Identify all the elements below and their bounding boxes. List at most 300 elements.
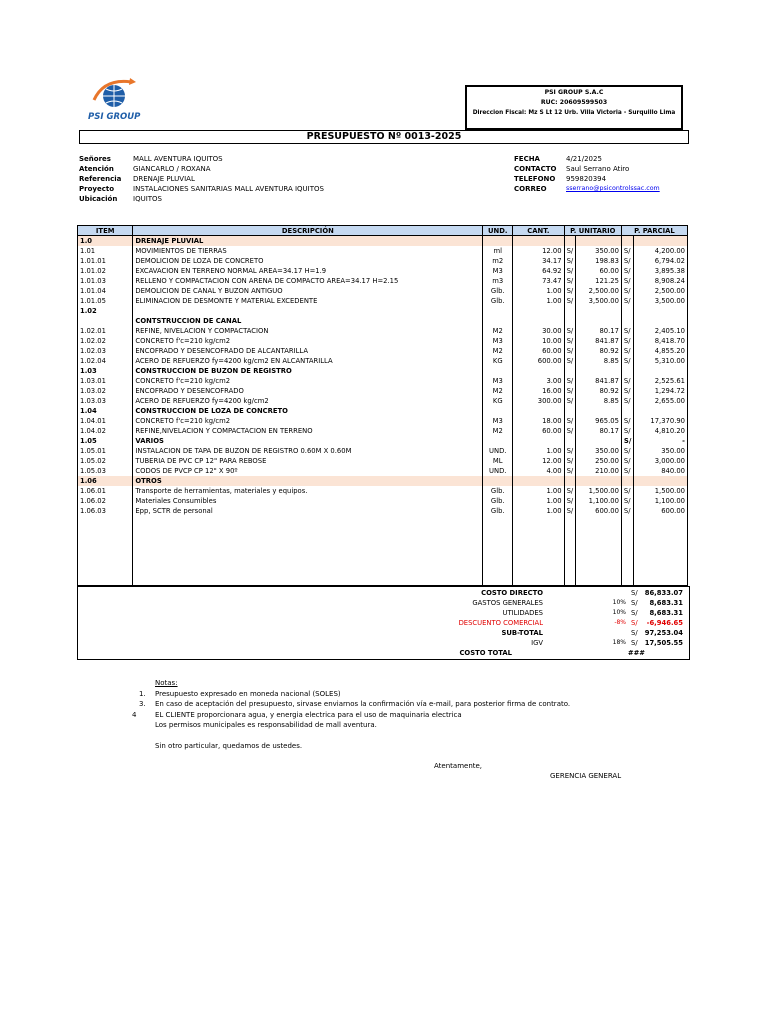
row-quantity: 1.00 [513, 506, 564, 516]
gastos-value: 8,683.31 [649, 599, 683, 607]
row-quantity [513, 406, 564, 416]
table-row [78, 416, 688, 426]
col-cant: CANT. [513, 226, 564, 236]
row-unit-price: 350.00 [576, 246, 622, 256]
table-row [78, 286, 688, 296]
row-unit-price: 8.85 [576, 356, 622, 366]
table-row [78, 396, 688, 406]
row-currency: S/ [621, 386, 633, 396]
closing-text: Sin otro particular, quedamos de ustedes. [155, 742, 303, 750]
table-row [78, 456, 688, 466]
table-row [78, 496, 688, 506]
row-unit: KG [483, 356, 513, 366]
row-partial-price: 2,500.00 [634, 286, 688, 296]
row-currency: S/ [564, 376, 576, 386]
row-item: 1.05 [78, 436, 133, 446]
row-quantity: 10.00 [513, 336, 564, 346]
row-item: 1.03.03 [78, 396, 133, 406]
row-currency: S/ [564, 496, 576, 506]
row-currency [564, 366, 576, 376]
table-row [78, 466, 688, 476]
telefono-label: TELEFONO [514, 175, 556, 183]
row-unit-price: 1,100.00 [576, 496, 622, 506]
igv-label: IGV [531, 639, 543, 647]
igv-pct: 18% [612, 639, 626, 646]
row-currency: S/ [564, 336, 576, 346]
row-partial-price: 4,855.20 [634, 346, 688, 356]
row-unit-price [576, 406, 622, 416]
row-quantity: 60.00 [513, 426, 564, 436]
row-currency [564, 476, 576, 486]
row-item: 1.02.03 [78, 346, 133, 356]
row-currency: S/ [564, 346, 576, 356]
row-unit: ml [483, 246, 513, 256]
company-logo [86, 74, 146, 124]
row-unit [483, 476, 513, 486]
currency: S/ [631, 609, 638, 617]
row-quantity: 60.00 [513, 346, 564, 356]
row-item: 1.02.01 [78, 326, 133, 336]
contacto-value: Saul Serrano Atiro [566, 165, 630, 173]
row-item: 1.02.04 [78, 356, 133, 366]
row-currency: S/ [621, 396, 633, 406]
row-description: CODOS DE PVCP CP 12" X 90º [133, 466, 483, 476]
row-description: REFINE, NIVELACION Y COMPACTACION [133, 326, 483, 336]
row-unit: M2 [483, 426, 513, 436]
row-currency: S/ [564, 416, 576, 426]
row-unit-price: 198.83 [576, 256, 622, 266]
row-currency: S/ [564, 246, 576, 256]
igv-value: 17,505.55 [644, 639, 683, 647]
row-quantity: 1.00 [513, 496, 564, 506]
atentamente-text: Atentamente, [434, 762, 483, 770]
row-quantity: 1.00 [513, 286, 564, 296]
row-currency: S/ [564, 266, 576, 276]
signature-text: GERENCIA GENERAL [550, 772, 622, 780]
table-row [78, 246, 688, 256]
row-currency: S/ [564, 386, 576, 396]
row-unit: UND. [483, 466, 513, 476]
row-currency: S/ [564, 326, 576, 336]
table-row [78, 296, 688, 306]
row-unit: M2 [483, 326, 513, 336]
row-item: 1.06.02 [78, 496, 133, 506]
contacto-label: CONTACTO [514, 165, 557, 173]
gastos-label: GASTOS GENERALES [472, 599, 543, 607]
row-description: ACERO DE REFUERZO fy=4200 kg/cm2 [133, 396, 483, 406]
row-currency: S/ [621, 296, 633, 306]
row-currency [564, 406, 576, 416]
row-item: 1.01 [78, 246, 133, 256]
row-unit: Glb. [483, 296, 513, 306]
table-row [78, 376, 688, 386]
row-unit-price: 8.85 [576, 396, 622, 406]
correo-label: CORREO [514, 185, 547, 193]
utilidades-pct: 10% [612, 609, 626, 616]
row-description: ELIMINACION DE DESMONTE Y MATERIAL EXCEDENTE [133, 296, 483, 306]
descuento-row [78, 618, 689, 628]
row-description: CONSTRUCCION DE BUZON DE REGISTRO [133, 366, 483, 376]
row-currency: S/ [564, 296, 576, 306]
row-description: DRENAJE PLUVIAL [133, 236, 483, 247]
row-currency: S/ [564, 426, 576, 436]
table-row [78, 326, 688, 336]
table-row [78, 346, 688, 356]
row-partial-price: 3,000.00 [634, 456, 688, 466]
row-partial-price: 6,794.02 [634, 256, 688, 266]
row-partial-price: 350.00 [634, 446, 688, 456]
row-currency [564, 316, 576, 326]
note-3: En caso de aceptación del presupuesto, sirvase enviarnos la confirmación vía e-mail, para posterior firma de contrato. [155, 700, 571, 708]
senores-label: Señores [79, 155, 111, 163]
gastos-row [78, 598, 689, 608]
row-unit [483, 406, 513, 416]
row-currency: S/ [564, 456, 576, 466]
row-description: INSTALACION DE TAPA DE BUZON DE REGISTRO 0.60M X 0.60M [133, 446, 483, 456]
row-item: 1.0 [78, 236, 133, 247]
row-partial-price: 17,370.90 [634, 416, 688, 426]
row-quantity: 4.00 [513, 466, 564, 476]
table-row [78, 356, 688, 366]
row-currency [564, 436, 576, 446]
row-currency: S/ [564, 286, 576, 296]
descuento-label: DESCUENTO COMERCIAL [458, 619, 543, 627]
row-unit [483, 366, 513, 376]
row-unit-price [576, 316, 622, 326]
subtotal-value: 97,253.04 [644, 629, 683, 637]
row-currency [621, 366, 633, 376]
row-currency [564, 306, 576, 316]
row-description: MOVIMIENTOS DE TIERRAS [133, 246, 483, 256]
note-1: Presupuesto expresado en moneda nacional (SOLES) [155, 690, 341, 698]
totals-box [77, 586, 690, 660]
row-currency: S/ [564, 466, 576, 476]
row-item: 1.06 [78, 476, 133, 486]
budget-table [77, 225, 688, 586]
descuento-pct: -8% [614, 619, 626, 626]
row-partial-price [634, 236, 688, 247]
row-item: 1.01.05 [78, 296, 133, 306]
row-unit-price: 841.87 [576, 336, 622, 346]
row-partial-price [634, 306, 688, 316]
logo-text: PSI GROUP [88, 112, 141, 122]
row-unit: M3 [483, 376, 513, 386]
proyecto-label: Proyecto [79, 185, 115, 193]
row-unit: m3 [483, 276, 513, 286]
row-unit-price: 80.17 [576, 426, 622, 436]
empty-cell [621, 516, 633, 586]
row-quantity: 73.47 [513, 276, 564, 286]
row-description: Epp, SCTR de personal [133, 506, 483, 516]
section-row [78, 366, 688, 376]
subtotal-row [78, 628, 689, 638]
row-description: Materiales Consumibles [133, 496, 483, 506]
row-partial-price [634, 476, 688, 486]
utilidades-row [78, 608, 689, 618]
costo-directo-label: COSTO DIRECTO [481, 589, 543, 597]
row-description: Transporte de herramientas, materiales y equipos. [133, 486, 483, 496]
table-row [78, 266, 688, 276]
col-p-parcial: P. PARCIAL [621, 226, 687, 236]
row-quantity [513, 366, 564, 376]
row-item: 1.01.02 [78, 266, 133, 276]
empty-cell [133, 516, 483, 586]
ubicacion-label: Ubicación [79, 195, 118, 203]
table-body [78, 236, 688, 586]
row-unit-price: 80.92 [576, 386, 622, 396]
company-info-box [465, 85, 683, 130]
row-partial-price: 600.00 [634, 506, 688, 516]
row-currency: S/ [621, 436, 633, 446]
row-partial-price: 5,310.00 [634, 356, 688, 366]
empty-cell [78, 516, 133, 586]
fecha-value: 4/21/2025 [566, 155, 602, 163]
row-unit-price: 841.87 [576, 376, 622, 386]
row-unit-price [576, 366, 622, 376]
row-currency: S/ [621, 486, 633, 496]
correo-link[interactable]: sserrano@psicontrolssac.com [566, 185, 660, 192]
row-quantity: 34.17 [513, 256, 564, 266]
ubicacion-value: IQUITOS [133, 195, 162, 203]
row-quantity: 1.00 [513, 486, 564, 496]
row-quantity: 300.00 [513, 396, 564, 406]
row-description: TUBERIA DE PVC CP 12" PARA REBOSE [133, 456, 483, 466]
note-number: 4 [132, 711, 137, 719]
row-item: 1.04.02 [78, 426, 133, 436]
row-description: EXCAVACION EN TERRENO NORMAL AREA=34.17 H=1.9 [133, 266, 483, 276]
row-currency: S/ [621, 346, 633, 356]
row-quantity: 1.00 [513, 446, 564, 456]
empty-cell [513, 516, 564, 586]
total-value: ### [627, 649, 645, 657]
total-row [78, 648, 689, 658]
row-unit-price [576, 476, 622, 486]
row-partial-price [634, 366, 688, 376]
row-currency: S/ [621, 466, 633, 476]
row-item: 1.01.04 [78, 286, 133, 296]
row-item: 1.03.02 [78, 386, 133, 396]
empty-cell [483, 516, 513, 586]
costo-directo-row [78, 588, 689, 598]
row-partial-price: 2,525.61 [634, 376, 688, 386]
row-quantity: 3.00 [513, 376, 564, 386]
row-description: CONCRETO f'c=210 kg/cm2 [133, 376, 483, 386]
row-quantity: 600.00 [513, 356, 564, 366]
section-row [78, 306, 688, 316]
col-descripcion: DESCRIPCIÓN [133, 226, 483, 236]
atencion-label: Atención [79, 165, 114, 173]
row-unit-price [576, 436, 622, 446]
row-currency: S/ [621, 256, 633, 266]
row-description [133, 306, 483, 316]
row-item: 1.05.01 [78, 446, 133, 456]
note-5: Los permisos municipales es responsabilidad de mall aventura. [155, 721, 377, 729]
row-description: VARIOS [133, 436, 483, 446]
row-unit: m2 [483, 256, 513, 266]
row-currency: S/ [621, 246, 633, 256]
row-currency: S/ [621, 426, 633, 436]
col-item: ITEM [78, 226, 133, 236]
table-row [78, 446, 688, 456]
row-currency [621, 306, 633, 316]
row-quantity: 18.00 [513, 416, 564, 426]
section-row [78, 436, 688, 446]
row-currency: S/ [621, 326, 633, 336]
row-unit: M2 [483, 386, 513, 396]
row-description: RELLENO Y COMPACTACION CON ARENA DE COMPACTO AREA=34.17 H=2.15 [133, 276, 483, 286]
row-unit-price [576, 306, 622, 316]
row-currency: S/ [564, 256, 576, 266]
row-unit-price: 80.92 [576, 346, 622, 356]
row-description: DEMOLICION DE LOZA DE CONCRETO [133, 256, 483, 266]
row-item: 1.04.01 [78, 416, 133, 426]
row-unit [483, 236, 513, 247]
currency: S/ [631, 639, 638, 647]
table-row [78, 386, 688, 396]
row-item: 1.02 [78, 306, 133, 316]
total-label: COSTO TOTAL [459, 649, 512, 657]
row-currency [621, 236, 633, 247]
row-unit: M3 [483, 416, 513, 426]
document-title: PRESUPUESTO Nº 0013-2025 [79, 130, 689, 144]
row-partial-price: 8,418.70 [634, 336, 688, 346]
row-description: OTROS [133, 476, 483, 486]
row-currency: S/ [564, 486, 576, 496]
table-row [78, 256, 688, 266]
row-item: 1.03.01 [78, 376, 133, 386]
row-unit: KG [483, 396, 513, 406]
utilidades-value: 8,683.31 [649, 609, 683, 617]
row-unit-price: 350.00 [576, 446, 622, 456]
row-partial-price: 3,895.38 [634, 266, 688, 276]
note-number: 1. [139, 690, 146, 698]
company-name: PSI GROUP S.A.C [544, 89, 604, 96]
atencion-value: GIANCARLO / ROXANA [133, 165, 211, 173]
section-row [78, 316, 688, 326]
row-currency: S/ [621, 276, 633, 286]
row-currency [621, 476, 633, 486]
row-currency: S/ [564, 396, 576, 406]
currency: S/ [631, 589, 638, 597]
row-unit-price: 2,500.00 [576, 286, 622, 296]
row-item: 1.05.03 [78, 466, 133, 476]
row-description: REFINE,NIVELACION Y COMPACTACION EN TERRENO [133, 426, 483, 436]
row-item: 1.05.02 [78, 456, 133, 466]
row-item: 1.03 [78, 366, 133, 376]
row-currency: S/ [564, 506, 576, 516]
currency: S/ [631, 619, 638, 627]
senores-value: MALL AVENTURA IQUITOS [133, 155, 223, 163]
row-unit-price: 210.00 [576, 466, 622, 476]
note-4: EL CLIENTE proporcionara agua, y energia electrica para el uso de maquinaria electrica [155, 711, 462, 719]
company-address: Direccion Fiscal: Mz S Lt 12 Urb. Villa Victoria - Surquillo Lima [472, 110, 676, 116]
proyecto-value: INSTALACIONES SANITARIAS MALL AVENTURA IQUITOS [133, 185, 324, 193]
row-quantity: 12.00 [513, 246, 564, 256]
row-quantity [513, 316, 564, 326]
row-unit: Glb. [483, 506, 513, 516]
row-currency: S/ [621, 286, 633, 296]
section-row [78, 406, 688, 416]
row-partial-price: 2,655.00 [634, 396, 688, 406]
row-unit-price [576, 236, 622, 247]
empty-cell [576, 516, 622, 586]
row-unit: Glb. [483, 286, 513, 296]
row-quantity [513, 436, 564, 446]
row-description: CONTSTRUCCION DE CANAL [133, 316, 483, 326]
row-partial-price: - [634, 436, 688, 446]
empty-cell [634, 516, 688, 586]
empty-cell [564, 516, 576, 586]
col-und: UND. [483, 226, 513, 236]
section-row [78, 476, 688, 486]
notes-heading: Notas: [155, 679, 178, 687]
row-description: CONSTRUCCION DE LOZA DE CONCRETO [133, 406, 483, 416]
row-unit: ML [483, 456, 513, 466]
row-unit-price: 60.00 [576, 266, 622, 276]
descuento-value: -6,946.65 [646, 619, 683, 627]
igv-row [78, 638, 689, 648]
row-currency: S/ [564, 446, 576, 456]
referencia-label: Referencia [79, 175, 122, 183]
row-item: 1.02.02 [78, 336, 133, 346]
row-partial-price: 3,500.00 [634, 296, 688, 306]
table-header-row [78, 226, 688, 236]
row-unit-price: 965.05 [576, 416, 622, 426]
row-unit-price: 250.00 [576, 456, 622, 466]
section-row [78, 236, 688, 247]
row-unit: UND. [483, 446, 513, 456]
row-unit [483, 436, 513, 446]
row-partial-price: 8,908.24 [634, 276, 688, 286]
row-currency: S/ [621, 356, 633, 366]
table-row [78, 486, 688, 496]
col-p-unitario: P. UNITARIO [564, 226, 621, 236]
row-partial-price [634, 406, 688, 416]
row-item: 1.06.03 [78, 506, 133, 516]
row-quantity [513, 476, 564, 486]
utilidades-label: UTILIDADES [502, 609, 543, 617]
row-partial-price: 840.00 [634, 466, 688, 476]
row-currency [621, 316, 633, 326]
row-partial-price: 1,500.00 [634, 486, 688, 496]
row-item: 1.06.01 [78, 486, 133, 496]
subtotal-label: SUB-TOTAL [501, 629, 543, 637]
row-partial-price: 4,200.00 [634, 246, 688, 256]
row-partial-price: 1,100.00 [634, 496, 688, 506]
row-description: CONCRETO f'c=210 kg/cm2 [133, 336, 483, 346]
company-ruc: RUC: 20609599503 [540, 99, 608, 106]
row-item [78, 316, 133, 326]
table-row [78, 336, 688, 346]
row-currency [564, 236, 576, 247]
row-description: ENCOFRADO Y DESENCOFRADO DE ALCANTARILLA [133, 346, 483, 356]
currency: S/ [631, 599, 638, 607]
row-unit [483, 306, 513, 316]
row-description: CONCRETO f'c=210 kg/cm2 [133, 416, 483, 426]
row-unit-price: 3,500.00 [576, 296, 622, 306]
row-unit [483, 316, 513, 326]
row-currency: S/ [564, 276, 576, 286]
row-quantity: 1.00 [513, 296, 564, 306]
row-description: DEMOLICION DE CANAL Y BUZON ANTIGUO [133, 286, 483, 296]
row-quantity: 64.92 [513, 266, 564, 276]
row-quantity: 12.00 [513, 456, 564, 466]
row-description: ACERO DE REFUERZO fy=4200 kg/cm2 EN ALCANTARILLA [133, 356, 483, 366]
row-item: 1.01.03 [78, 276, 133, 286]
row-currency: S/ [621, 376, 633, 386]
gastos-pct: 10% [612, 599, 626, 606]
row-currency [621, 406, 633, 416]
